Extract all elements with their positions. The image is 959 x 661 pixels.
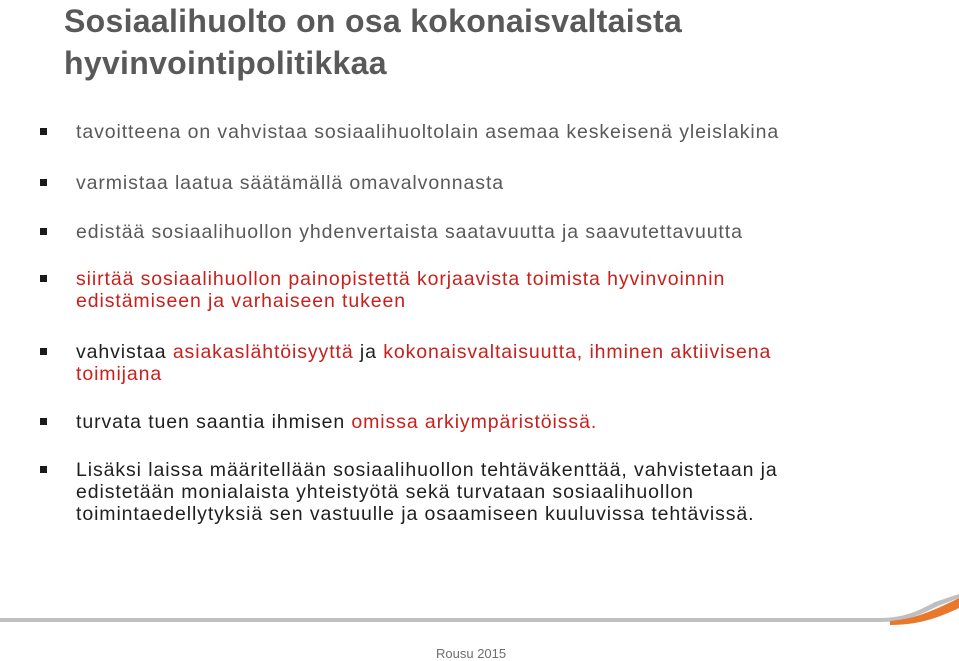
square-bullet-icon — [40, 348, 47, 355]
bullet-text: varmistaa laatua säätämällä omavalvonnasta — [76, 172, 505, 194]
bullet-text — [76, 268, 926, 312]
square-bullet-icon — [40, 179, 47, 186]
slide-title — [64, 0, 944, 84]
title-line-1: Sosiaalihuolto on osa kokonaisvaltaista — [64, 3, 683, 39]
bullet-text: edistää sosiaalihuollon yhdenvertaista saatavuutta ja saavutettavuutta — [76, 221, 743, 243]
footer-text: Rousu 2015 — [436, 646, 507, 661]
bullet-text-line: edistetään monialaista yhteistyötä sekä turvataan sosiaalihuollon — [76, 481, 694, 503]
bullet-text-highlight: kokonaisvaltaisuutta, ihminen aktiivisena — [383, 341, 772, 363]
bullet-text — [76, 459, 926, 525]
bullet-text-line: toimintaedellytyksiä sen vastuulle ja osaamiseen kuuluvissa tehtävissä. — [76, 503, 755, 525]
square-bullet-icon — [40, 275, 47, 282]
bullet-text-highlight: toimijana — [76, 363, 163, 385]
bullet-text-plain: vahvistaa — [76, 341, 173, 363]
bullet-text — [76, 341, 926, 385]
square-bullet-icon — [40, 418, 47, 425]
bullet-text-line: siirtää sosiaalihuollon painopistettä korjaavista toimista hyvinvoinnin — [76, 268, 726, 290]
bullet-text-highlight: omissa arkiympäristöissä. — [351, 411, 598, 433]
bullet-text-line: edistämiseen ja varhaiseen tukeen — [76, 290, 406, 312]
bullet-text: tavoitteena on vahvistaa sosiaalihuoltolain asemaa keskeisenä yleislakina — [76, 121, 780, 143]
title-line-2: hyvinvointipolitikkaa — [64, 45, 387, 81]
bullet-text-line: Lisäksi laissa määritellään sosiaalihuollon tehtäväkenttää, vahvistetaan ja — [76, 459, 778, 481]
bullet-text-highlight: asiakaslähtöisyyttä — [172, 341, 354, 363]
bullet-text-plain: ja — [353, 341, 384, 363]
grey-swoosh-line — [0, 594, 959, 622]
square-bullet-icon — [40, 466, 47, 473]
bullet-text-plain: turvata tuen saantia ihmisen — [76, 411, 352, 433]
footer-swoosh — [0, 592, 959, 632]
bullet-text — [76, 411, 926, 433]
square-bullet-icon — [40, 228, 47, 235]
square-bullet-icon — [40, 128, 47, 135]
